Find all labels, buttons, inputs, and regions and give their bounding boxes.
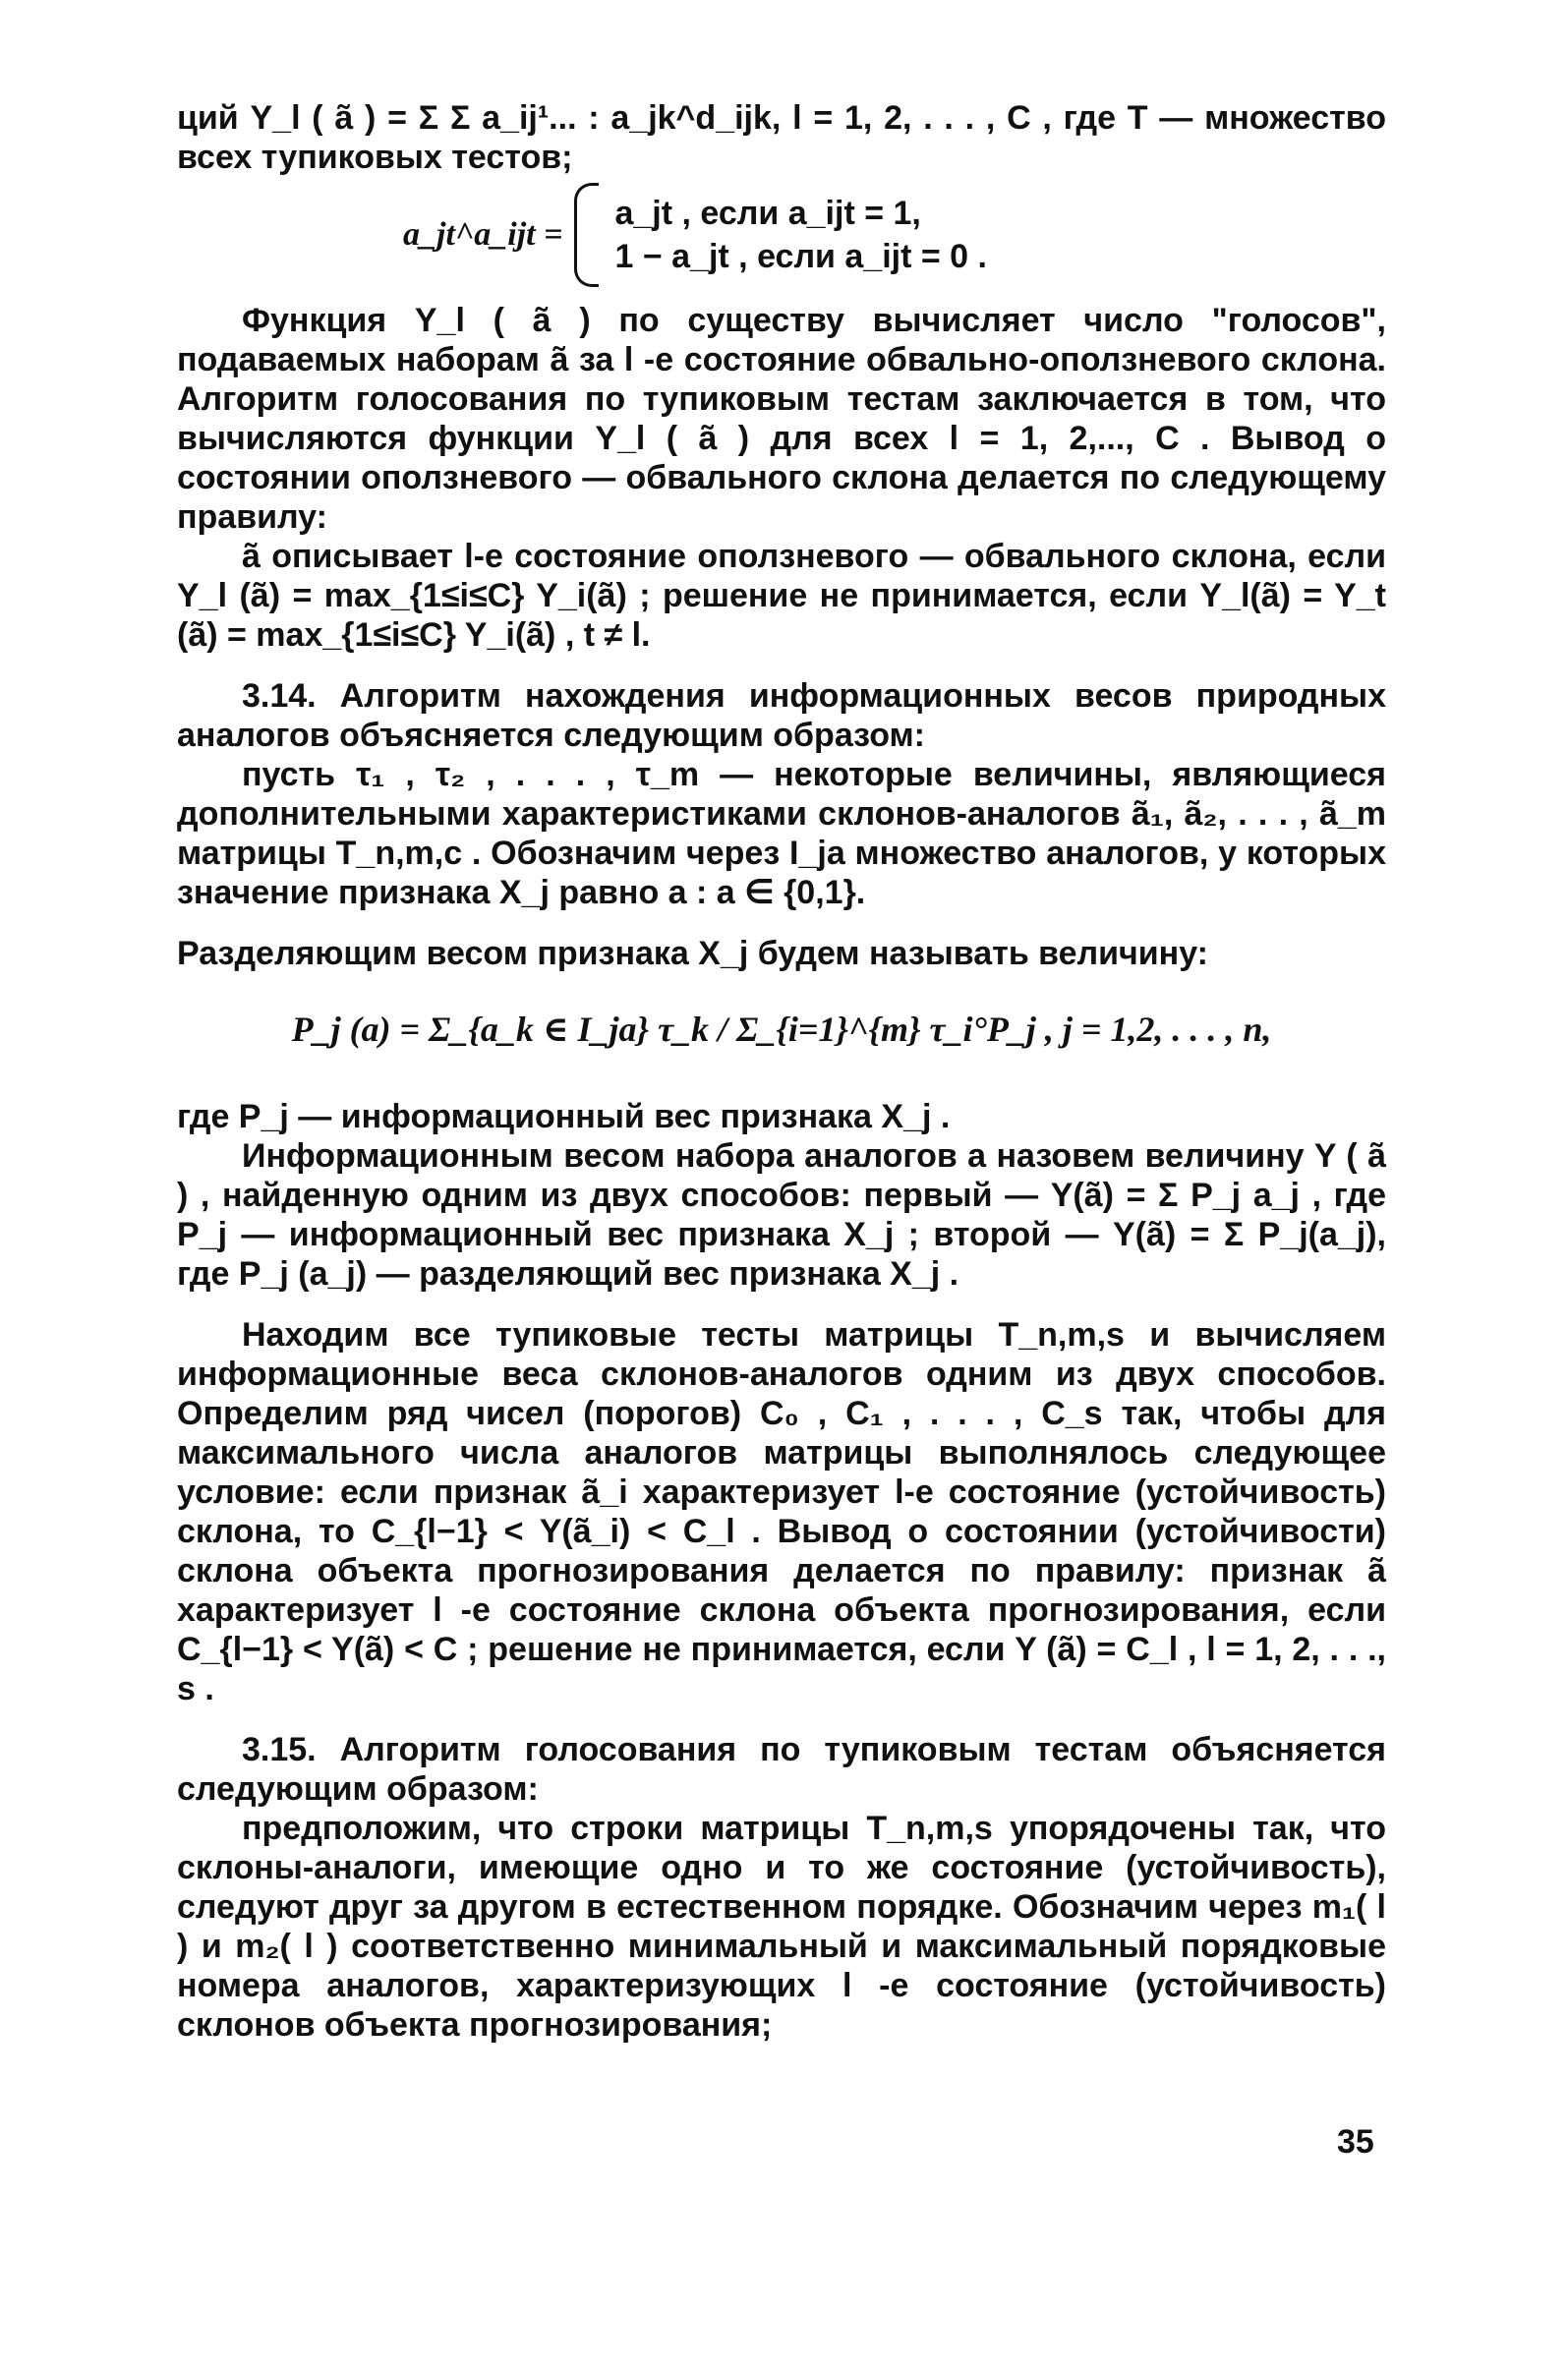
separating-weight-formula: P_j (a) = Σ_{a_k ∈ I_ja} τ_k / Σ_{i=1}^{m} τ_i°P_j , j = 1,2, . . . , n, <box>291 1010 1272 1049</box>
page-body <box>177 98 1386 2045</box>
paragraph-2: Функция Y_l ( ã ) по существу вычисляет число "голосов", подаваемых наборам ã за l -е состояние обвально-оползневого склона. Алгоритм голосования по тупиковым тестам заключается в том, что вычисляются функции Y_l ( ã ) для всех l = 1, 2,..., C . Вывод о состоянии оползневого — обвального склона делается по следующему правилу: <box>177 302 1386 536</box>
piecewise-case-2: 1 − a_jt , если a_ijt = 0 . <box>614 238 987 275</box>
paragraph-11: предположим, что строки матрицы T_n,m,s упорядочены так, что склоны-аналоги, имеющие одно и то же состояние (устойчивость), следуют друг за другом в естественном порядке. Обозначим через m₁( l ) и m₂( l ) соответственно минимальный и максимальный порядковые номера аналогов, характеризующих l -е состояние (устойчивость) склонов объекта прогнозирования; <box>177 1810 1386 2044</box>
paragraph-9: Находим все тупиковые тесты матрицы T_n,m,s и вычисляем информационные веса склонов-аналогов одним из двух способов. Определим ряд чисел (порогов) C₀ , C₁ , . . . , C_s так, чтобы для максимального числа аналогов матрицы выполнялось следующее условие: если признак ã_i характеризует l-е состояние (устойчивость) склона, то C_{l−1} < Y(ã_i) < C_l . Вывод о состоянии (устойчивости) склона объекта прогнозирования делается по правилу: признак ã характеризует l -е состояние склона объекта прогнозирования, если C_{l−1} < Y(ã) < C ; решение не принимается, если Y (ã) = C_l , l = 1, 2, . . ., s . <box>177 1316 1386 1707</box>
piecewise-definition <box>403 183 1386 287</box>
paragraph-7: где P_j — информационный вес признака X_j . <box>177 1098 951 1135</box>
section-3-14-heading: 3.14. Алгоритм нахождения информационных весов природных аналогов объясняется следующим образом: <box>177 677 1386 754</box>
piecewise-case-1: a_jt , если a_ijt = 1, <box>614 195 921 232</box>
paragraph-8: Информационным весом набора аналогов a назовем величину Y ( ã ) , найденную одним из двух способов: первый — Y(ã) = Σ P_j a_j , где P_j — информационный вес признака X_j ; второй — Y(ã) = Σ P_j(a_j), где P_j (a_j) — разделяющий вес признака X_j . <box>177 1137 1386 1293</box>
paragraph-3: ã описывает l-е состояние оползневого — обвального склона, если Y_l (ã) = max_{1≤i≤C} Y_i(ã) ; решение не принимается, если Y_l(ã) = Y_t (ã) = max_{1≤i≤C} Y_i(ã) , t ≠ l. <box>177 538 1386 654</box>
piecewise-lhs: a_jt^a_ijt = <box>403 216 563 253</box>
paragraph-6: Разделяющим весом признака X_j будем называть величину: <box>177 935 1208 972</box>
section-3-15-heading: 3.15. Алгоритм голосования по тупиковым тестам объясняется следующим образом: <box>177 1731 1386 1808</box>
paragraph-5: пусть τ₁ , τ₂ , . . . , τ_m — некоторые величины, являющиеся дополнительными характеристиками склонов-аналогов ã₁, ã₂, . . . , ã_m матрицы T_n,m,c . Обозначим через I_ja множество аналогов, у которых значение признака X_j равно a : a ∈ {0,1}. <box>177 756 1386 911</box>
left-brace <box>574 183 599 287</box>
piecewise-cases <box>614 192 986 278</box>
paragraph-1: ций Y_l ( ã ) = Σ Σ a_ij¹... : a_jk^d_ijk, l = 1, 2, . . . , C , где T — множество всех тупиковых тестов; <box>177 99 1386 176</box>
page-number: 35 <box>1337 2123 1374 2161</box>
